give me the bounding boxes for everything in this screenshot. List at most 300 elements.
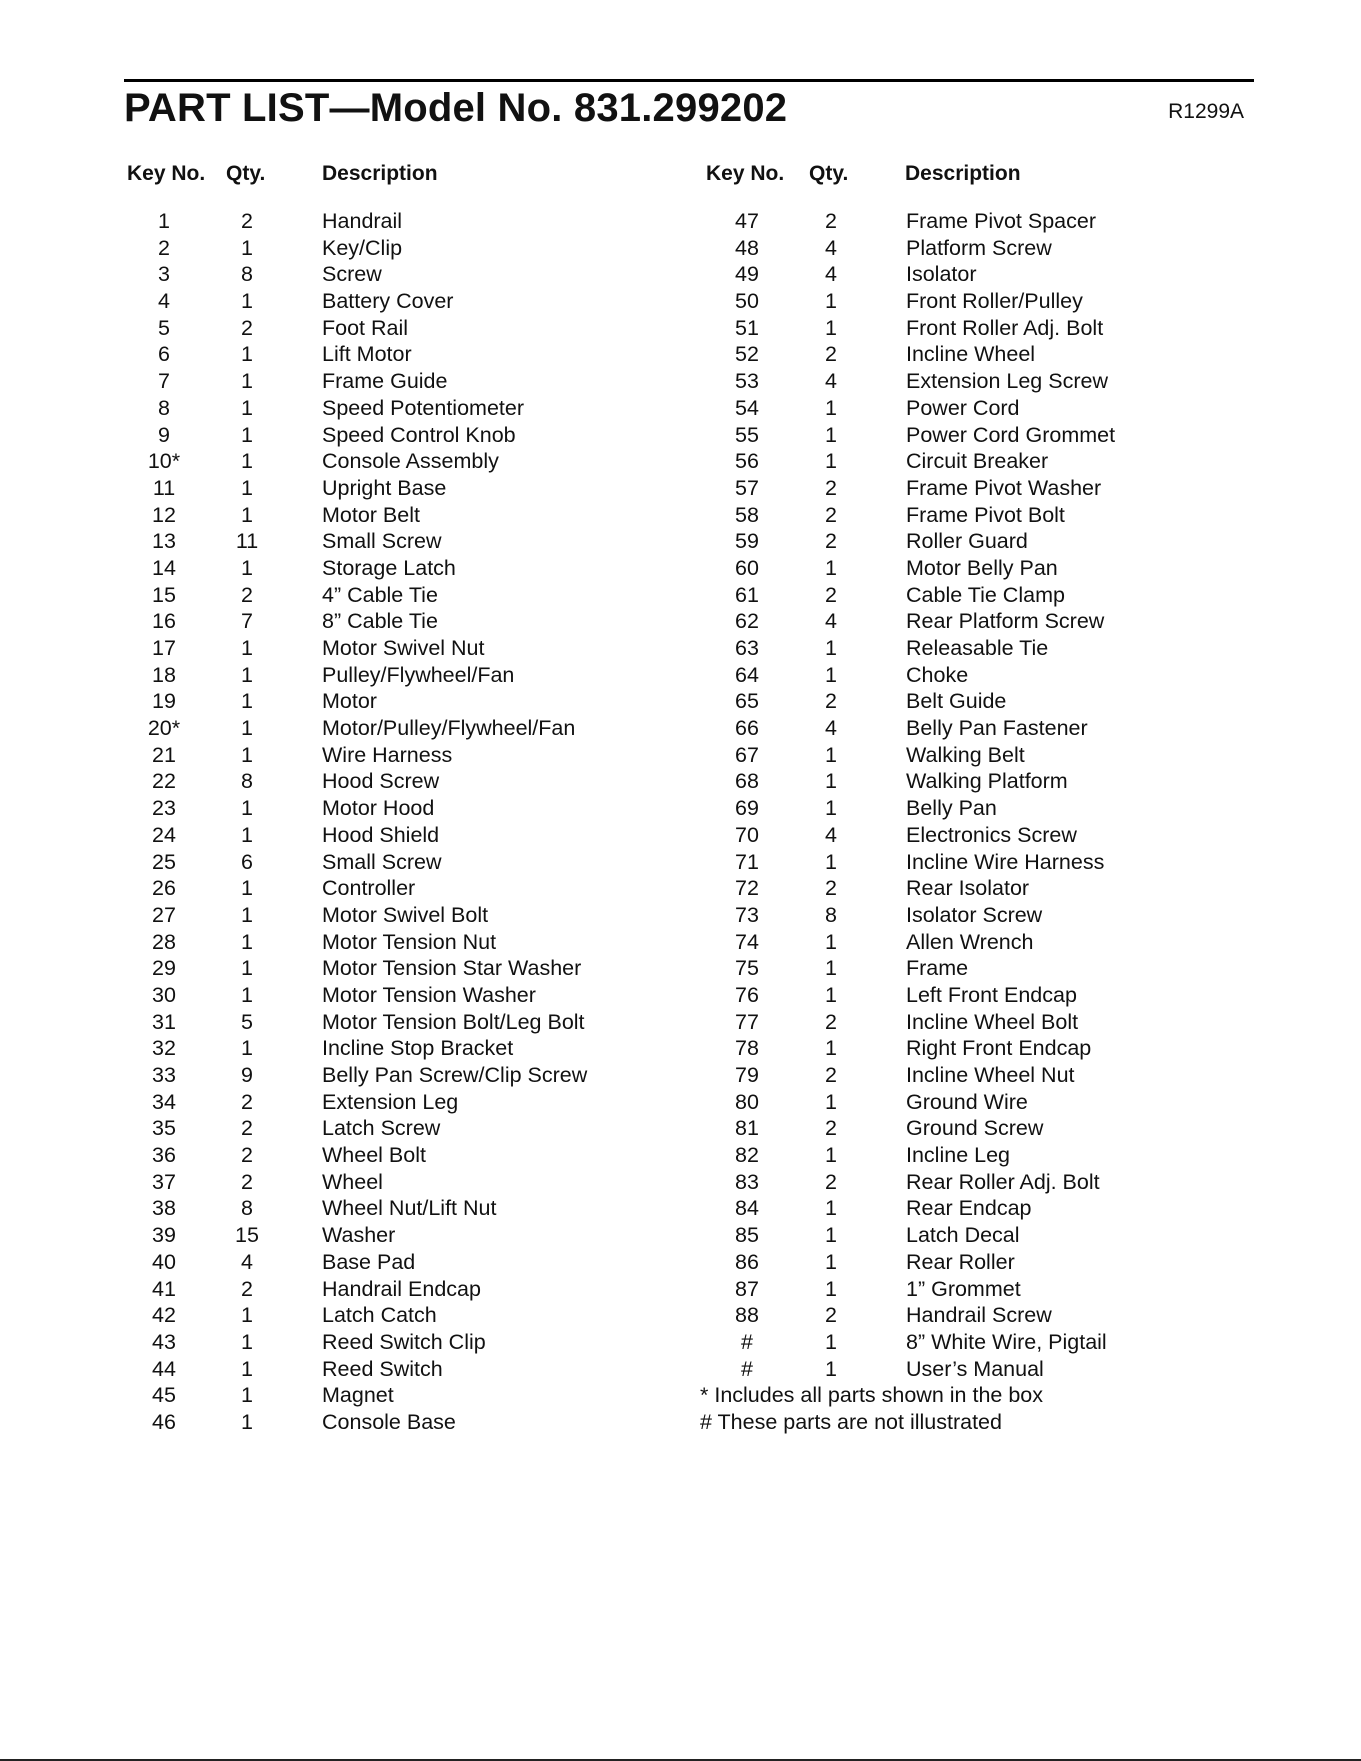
part-qty: 1 xyxy=(825,1276,837,1301)
part-row xyxy=(700,261,1300,288)
part-description: Extension Leg xyxy=(322,1089,459,1114)
part-row xyxy=(700,902,1300,929)
part-key-no: 58 xyxy=(735,502,759,527)
part-key-no: 71 xyxy=(735,849,759,874)
part-description: Isolator xyxy=(906,262,977,287)
part-qty: 1 xyxy=(241,289,253,314)
part-row xyxy=(124,768,724,795)
part-qty: 1 xyxy=(241,1383,253,1408)
part-row xyxy=(124,929,724,956)
part-row xyxy=(700,955,1300,982)
part-row xyxy=(124,208,724,235)
part-row xyxy=(124,528,724,555)
part-description: Isolator Screw xyxy=(906,902,1043,927)
part-key-no: 74 xyxy=(735,929,759,954)
part-key-no: 76 xyxy=(735,982,759,1007)
part-key-no: 39 xyxy=(152,1223,176,1248)
part-key-no: 41 xyxy=(152,1276,176,1301)
part-qty: 1 xyxy=(241,1036,253,1061)
part-description: Frame Pivot Washer xyxy=(906,475,1102,500)
part-row xyxy=(124,1302,724,1329)
part-description: Frame Pivot Bolt xyxy=(906,502,1065,527)
part-description: Small Screw xyxy=(322,529,442,554)
part-row xyxy=(700,528,1300,555)
part-key-no: 13 xyxy=(152,529,176,554)
part-qty: 2 xyxy=(825,689,837,714)
part-description: Frame Guide xyxy=(322,369,448,394)
part-qty: 2 xyxy=(241,1169,253,1194)
part-row xyxy=(700,395,1300,422)
part-key-no: 10* xyxy=(147,449,181,474)
part-key-no: 9 xyxy=(158,422,170,447)
part-description: Power Cord Grommet xyxy=(906,422,1116,447)
part-description: 4” Cable Tie xyxy=(322,582,438,607)
part-key-no: 27 xyxy=(152,902,176,927)
part-row xyxy=(700,315,1300,342)
part-description: Rear Roller Adj. Bolt xyxy=(906,1169,1100,1194)
part-row xyxy=(700,929,1300,956)
part-row xyxy=(700,1089,1300,1116)
part-key-no: 33 xyxy=(152,1063,176,1087)
part-description: Releasable Tie xyxy=(906,636,1049,660)
part-key-no: 43 xyxy=(152,1329,176,1354)
part-key-no: 50 xyxy=(735,289,759,314)
part-key-no: 79 xyxy=(735,1063,759,1087)
part-row xyxy=(124,1062,724,1089)
part-description: Screw xyxy=(322,262,382,287)
part-key-no: 2 xyxy=(158,235,170,260)
part-key-no: 46 xyxy=(152,1409,176,1434)
part-description: Motor Swivel Nut xyxy=(322,636,485,660)
part-qty: 1 xyxy=(241,395,253,420)
part-description: Speed Control Knob xyxy=(322,422,516,447)
part-key-no: 7 xyxy=(158,369,170,394)
part-qty: 1 xyxy=(241,689,253,714)
part-row xyxy=(700,982,1300,1009)
part-row xyxy=(700,502,1300,529)
left-column-header xyxy=(124,160,724,208)
part-qty: 4 xyxy=(825,609,837,634)
part-description: Small Screw xyxy=(322,849,442,874)
part-qty: 6 xyxy=(241,849,253,874)
part-key-no: 42 xyxy=(152,1303,176,1328)
part-row xyxy=(124,395,724,422)
part-row xyxy=(124,1009,724,1036)
part-qty: 1 xyxy=(825,1036,837,1061)
part-description: Latch Catch xyxy=(322,1303,437,1328)
part-key-no: 16 xyxy=(152,609,176,634)
part-row xyxy=(700,795,1300,822)
part-qty: 2 xyxy=(825,529,837,554)
part-row xyxy=(124,422,724,449)
part-key-no: 53 xyxy=(735,369,759,394)
part-row xyxy=(124,822,724,849)
part-qty: 1 xyxy=(241,1303,253,1328)
part-qty: 4 xyxy=(825,262,837,287)
part-row xyxy=(124,1195,724,1222)
part-key-no: 83 xyxy=(735,1169,759,1194)
part-qty: 1 xyxy=(825,555,837,580)
part-row xyxy=(700,1115,1300,1142)
part-qty: 1 xyxy=(825,1196,837,1221)
part-description: Allen Wrench xyxy=(906,929,1034,954)
page-title: PART LIST—Model No. 831.299202 xyxy=(124,86,788,130)
part-description: Frame Pivot Spacer xyxy=(906,209,1096,233)
part-key-no: 84 xyxy=(735,1196,759,1221)
part-row xyxy=(700,1035,1300,1062)
part-row xyxy=(124,1089,724,1116)
part-row xyxy=(124,1115,724,1142)
part-description: Front Roller Adj. Bolt xyxy=(906,315,1104,340)
part-description: Electronics Screw xyxy=(906,822,1077,847)
part-qty: 2 xyxy=(241,1089,253,1114)
part-row xyxy=(124,502,724,529)
part-qty: 1 xyxy=(825,1329,837,1354)
part-row xyxy=(700,822,1300,849)
part-key-no: 37 xyxy=(152,1169,176,1194)
description-header: Description xyxy=(322,162,438,185)
part-key-no: 45 xyxy=(152,1383,176,1408)
part-qty: 1 xyxy=(241,1329,253,1354)
part-description: Storage Latch xyxy=(322,555,456,580)
part-description: Reed Switch Clip xyxy=(322,1329,486,1354)
part-description: Handrail xyxy=(322,209,403,233)
part-key-no: 82 xyxy=(735,1143,759,1168)
part-key-no: 69 xyxy=(735,796,759,821)
part-qty: 1 xyxy=(825,929,837,954)
part-qty: 1 xyxy=(241,555,253,580)
part-row xyxy=(700,688,1300,715)
part-key-no: 6 xyxy=(158,342,170,367)
part-description: Motor Swivel Bolt xyxy=(322,902,489,927)
right-parts-column xyxy=(700,160,1300,1436)
part-description: Motor Belly Pan xyxy=(906,555,1058,580)
part-row xyxy=(700,368,1300,395)
part-row xyxy=(124,635,724,662)
part-row xyxy=(124,235,724,262)
part-key-no: 61 xyxy=(735,582,759,607)
part-qty: 4 xyxy=(825,369,837,394)
part-description: Washer xyxy=(322,1223,396,1248)
part-row xyxy=(124,662,724,689)
part-row xyxy=(124,1356,724,1383)
right-column-header xyxy=(700,160,1300,208)
part-key-no: 32 xyxy=(152,1036,176,1061)
part-description: Incline Stop Bracket xyxy=(322,1036,514,1061)
part-row xyxy=(700,1142,1300,1169)
part-qty: 1 xyxy=(825,849,837,874)
part-qty: 1 xyxy=(241,449,253,474)
part-description: Motor/Pulley/Flywheel/Fan xyxy=(322,716,576,741)
part-description: Walking Belt xyxy=(906,742,1025,767)
part-description: Right Front Endcap xyxy=(906,1036,1092,1061)
part-description: Upright Base xyxy=(322,475,447,500)
part-qty: 1 xyxy=(241,502,253,527)
part-qty: 1 xyxy=(825,982,837,1007)
part-row xyxy=(700,1009,1300,1036)
part-row xyxy=(124,688,724,715)
part-description: 8” Cable Tie xyxy=(322,609,438,634)
part-qty: 2 xyxy=(241,1116,253,1141)
part-key-no: 73 xyxy=(735,902,759,927)
part-description: Console Base xyxy=(322,1409,456,1434)
part-description: Controller xyxy=(322,876,416,901)
part-key-no: 30 xyxy=(152,982,176,1007)
part-qty: 1 xyxy=(241,796,253,821)
part-key-no: 56 xyxy=(735,449,759,474)
part-key-no: 31 xyxy=(152,1009,176,1034)
left-parts-list xyxy=(124,208,724,1436)
part-description: Ground Wire xyxy=(906,1089,1028,1114)
part-description: Motor Tension Nut xyxy=(322,929,497,954)
part-qty: 2 xyxy=(825,342,837,367)
part-description: Choke xyxy=(906,662,969,687)
part-qty: 7 xyxy=(241,609,253,634)
part-key-no: 64 xyxy=(735,662,759,687)
part-description: Walking Platform xyxy=(906,769,1068,794)
part-key-no: 8 xyxy=(158,395,170,420)
part-qty: 1 xyxy=(825,449,837,474)
part-description: 8” White Wire, Pigtail xyxy=(906,1329,1107,1354)
part-qty: 2 xyxy=(241,1276,253,1301)
part-qty: 2 xyxy=(825,1303,837,1328)
part-description: Lift Motor xyxy=(322,342,412,367)
part-row xyxy=(124,475,724,502)
part-key-no: 66 xyxy=(735,716,759,741)
part-qty: 1 xyxy=(241,235,253,260)
part-key-no: 52 xyxy=(735,342,759,367)
part-description: Cable Tie Clamp xyxy=(906,582,1065,607)
part-key-no: 29 xyxy=(152,956,176,981)
part-description: Motor xyxy=(322,689,377,714)
part-qty: 4 xyxy=(825,822,837,847)
part-description: Hood Shield xyxy=(322,822,440,847)
part-key-no: 21 xyxy=(152,742,176,767)
part-qty: 2 xyxy=(825,209,837,233)
part-qty: 8 xyxy=(241,769,253,794)
part-key-no: 12 xyxy=(152,502,176,527)
part-row xyxy=(124,955,724,982)
part-row xyxy=(700,341,1300,368)
part-qty: 4 xyxy=(825,716,837,741)
part-row xyxy=(124,1169,724,1196)
part-description: Foot Rail xyxy=(322,315,409,340)
part-qty: 5 xyxy=(241,1009,253,1034)
part-row xyxy=(124,608,724,635)
part-description: Incline Wire Harness xyxy=(906,849,1105,874)
part-key-no: 60 xyxy=(735,555,759,580)
part-description: Motor Hood xyxy=(322,796,435,821)
part-description: Incline Leg xyxy=(906,1143,1010,1168)
part-qty: 4 xyxy=(825,235,837,260)
part-qty: 1 xyxy=(825,422,837,447)
part-qty: 1 xyxy=(241,662,253,687)
part-row xyxy=(124,1222,724,1249)
part-qty: 1 xyxy=(825,956,837,981)
part-key-no: 1 xyxy=(158,209,170,233)
part-description: Belly Pan xyxy=(906,796,997,821)
qty-header: Qty. xyxy=(226,162,266,185)
part-qty: 1 xyxy=(825,742,837,767)
part-key-no: 18 xyxy=(152,662,176,687)
part-qty: 1 xyxy=(241,342,253,367)
part-key-no: 15 xyxy=(152,582,176,607)
part-qty: 1 xyxy=(241,1409,253,1434)
part-qty: 1 xyxy=(825,1356,837,1381)
part-key-no: 87 xyxy=(735,1276,759,1301)
part-key-no: 28 xyxy=(152,929,176,954)
part-description: Left Front Endcap xyxy=(906,982,1077,1007)
part-qty: 8 xyxy=(825,902,837,927)
part-key-no: 81 xyxy=(735,1116,759,1141)
part-description: Key/Clip xyxy=(322,235,403,260)
part-key-no: 54 xyxy=(735,395,759,420)
part-description: Rear Endcap xyxy=(906,1196,1032,1221)
part-description: Latch Screw xyxy=(322,1116,441,1141)
part-qty: 11 xyxy=(235,529,259,554)
key-no-header: Key No. xyxy=(706,162,785,185)
part-row xyxy=(124,1249,724,1276)
part-qty: 2 xyxy=(825,502,837,527)
part-row xyxy=(124,715,724,742)
part-key-no: 63 xyxy=(735,636,759,660)
part-description: Front Roller/Pulley xyxy=(906,289,1083,314)
part-description: Handrail Screw xyxy=(906,1303,1052,1328)
part-row xyxy=(124,1276,724,1303)
part-row xyxy=(700,288,1300,315)
part-description: Motor Tension Star Washer xyxy=(322,956,582,981)
part-key-no: 26 xyxy=(152,876,176,901)
part-key-no: 78 xyxy=(735,1036,759,1061)
part-qty: 1 xyxy=(825,636,837,660)
part-row xyxy=(700,1329,1300,1356)
part-qty: 4 xyxy=(241,1249,253,1274)
part-row xyxy=(700,875,1300,902)
part-qty: 2 xyxy=(825,1009,837,1034)
part-key-no: 4 xyxy=(158,289,170,314)
part-description: Roller Guard xyxy=(906,529,1028,554)
part-qty: 1 xyxy=(241,876,253,901)
part-key-no: 35 xyxy=(152,1116,176,1141)
part-description: Handrail Endcap xyxy=(322,1276,481,1301)
part-qty: 2 xyxy=(825,1169,837,1194)
part-description: Rear Isolator xyxy=(906,876,1030,901)
part-qty: 1 xyxy=(241,822,253,847)
part-description: Frame xyxy=(906,956,969,981)
part-qty: 1 xyxy=(825,395,837,420)
part-row xyxy=(124,982,724,1009)
part-row xyxy=(700,1062,1300,1089)
part-description: Motor Tension Bolt/Leg Bolt xyxy=(322,1009,585,1034)
part-description: 1” Grommet xyxy=(906,1276,1021,1301)
part-description: Wheel xyxy=(322,1169,383,1194)
part-key-no: 49 xyxy=(735,262,759,287)
part-key-no: # xyxy=(741,1356,753,1381)
part-key-no: 65 xyxy=(735,689,759,714)
part-qty: 1 xyxy=(825,769,837,794)
part-qty: 8 xyxy=(241,262,253,287)
part-row xyxy=(700,742,1300,769)
part-key-no: 85 xyxy=(735,1223,759,1248)
part-row xyxy=(700,235,1300,262)
part-row xyxy=(124,288,724,315)
part-description: Platform Screw xyxy=(906,235,1052,260)
part-qty: 9 xyxy=(241,1063,253,1087)
part-key-no: 19 xyxy=(152,689,176,714)
part-description: Rear Platform Screw xyxy=(906,609,1105,634)
part-description: Pulley/Flywheel/Fan xyxy=(322,662,515,687)
footnote-includes: * Includes all parts shown in the box xyxy=(700,1383,1044,1408)
part-key-no: 72 xyxy=(735,876,759,901)
part-key-no: 62 xyxy=(735,609,759,634)
part-row xyxy=(124,368,724,395)
part-row xyxy=(700,1276,1300,1303)
part-qty: 1 xyxy=(825,1249,837,1274)
part-description: Rear Roller xyxy=(906,1249,1015,1274)
part-description: Hood Screw xyxy=(322,769,440,794)
part-qty: 1 xyxy=(241,956,253,981)
description-header: Description xyxy=(905,162,1021,185)
part-key-no: 14 xyxy=(152,555,176,580)
part-key-no: 55 xyxy=(735,422,759,447)
part-row xyxy=(124,582,724,609)
part-row xyxy=(124,1142,724,1169)
part-description: Wheel Bolt xyxy=(322,1143,426,1168)
part-row xyxy=(700,1356,1300,1383)
part-description: Incline Wheel xyxy=(906,342,1036,367)
part-description: Extension Leg Screw xyxy=(906,369,1108,394)
part-qty: 15 xyxy=(235,1223,259,1248)
part-qty: 1 xyxy=(241,636,253,660)
part-qty: 1 xyxy=(241,1356,253,1381)
part-row xyxy=(124,1035,724,1062)
part-row xyxy=(124,261,724,288)
part-qty: 8 xyxy=(241,1196,253,1221)
part-description: Ground Screw xyxy=(906,1116,1044,1141)
part-description: Magnet xyxy=(322,1383,394,1408)
part-qty: 2 xyxy=(825,475,837,500)
part-qty: 2 xyxy=(241,1143,253,1168)
part-description: Latch Decal xyxy=(906,1223,1020,1248)
part-qty: 1 xyxy=(241,422,253,447)
part-qty: 2 xyxy=(825,1063,837,1087)
part-qty: 1 xyxy=(825,289,837,314)
part-row xyxy=(700,768,1300,795)
part-key-no: 77 xyxy=(735,1009,759,1034)
part-row xyxy=(124,555,724,582)
part-key-no: 22 xyxy=(152,769,176,794)
part-qty: 2 xyxy=(825,582,837,607)
part-row xyxy=(700,635,1300,662)
part-key-no: 80 xyxy=(735,1089,759,1114)
part-qty: 1 xyxy=(241,902,253,927)
part-qty: 2 xyxy=(241,209,253,233)
document-code: R1299A xyxy=(1168,100,1244,123)
part-row xyxy=(124,1382,724,1409)
part-row xyxy=(700,608,1300,635)
footnote-not-illustrated: # These parts are not illustrated xyxy=(700,1409,1002,1434)
part-key-no: 24 xyxy=(152,822,176,847)
part-qty: 2 xyxy=(241,582,253,607)
part-row xyxy=(124,1329,724,1356)
part-key-no: 68 xyxy=(735,769,759,794)
right-parts-list xyxy=(700,208,1300,1382)
part-qty: 1 xyxy=(825,315,837,340)
part-qty: 1 xyxy=(241,369,253,394)
part-row xyxy=(700,849,1300,876)
part-qty: 1 xyxy=(825,796,837,821)
part-description: Reed Switch xyxy=(322,1356,443,1381)
